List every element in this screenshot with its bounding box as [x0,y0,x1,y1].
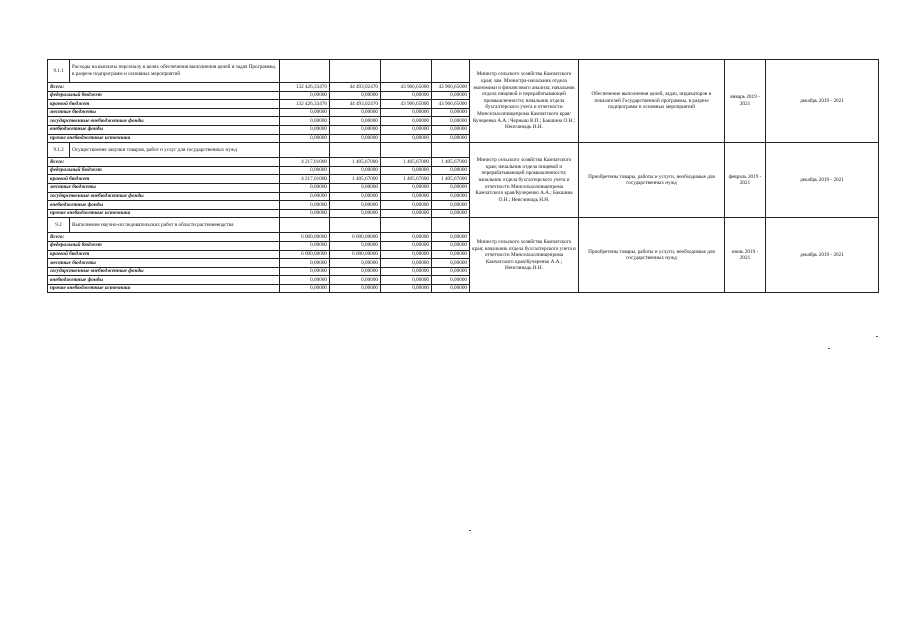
funding-value: 1 405,67000 [330,158,381,167]
section-header-row [48,60,879,83]
funding-value: 0,00000 [381,91,432,100]
funding-value: 0,00000 [381,125,432,134]
funding-value: 43 966,65000 [381,83,432,92]
funding-value: 0,00000 [381,201,432,210]
funding-value: 43 966,65000 [432,83,470,92]
funding-source-label: государственные внебюджетные фонды [48,267,280,276]
empty-cell [330,143,381,158]
funding-source-label: внебюджетные фонды [48,125,280,134]
funding-value: 6 000,00000 [280,250,330,259]
funding-value: 6 000,00000 [330,250,381,259]
funding-source-label: Всего: [48,83,280,92]
funding-source-label: внебюджетные фонды [48,201,280,210]
end-period-cell: декабрь 2019 - 2021 [766,60,879,143]
funding-value: 1 405,67000 [381,158,432,167]
section-header-row [48,218,879,233]
funding-value: 0,00000 [381,276,432,285]
funding-value: 0,00000 [381,259,432,268]
funding-value: 0,00000 [330,108,381,117]
start-period-cell: январь 2019 - 2021 [725,60,766,143]
funding-value: 0,00000 [432,276,470,285]
section-title: Осуществление закупки товаров, работ и услуг для государственных нужд [70,143,280,158]
funding-value: 0,00000 [330,91,381,100]
funding-value: 0,00000 [330,125,381,134]
funding-value: 0,00000 [432,267,470,276]
scan-speck [876,336,878,337]
funding-value: 132 426,33470 [280,100,330,109]
funding-value: 0,00000 [280,259,330,268]
funding-source-label: местные бюджеты [48,259,280,268]
funding-value: 0,00000 [432,259,470,268]
funding-source-label: местные бюджеты [48,108,280,117]
funding-value: 0,00000 [381,284,432,293]
funding-value: 0,00000 [381,192,432,201]
empty-cell [381,218,432,233]
program-table [47,59,879,293]
scan-speck [828,348,830,349]
executor-cell: Министр сельского хозяйства Камчатского края; начальник отдела бухгалтерского учета и отчетности Минсельхозпищепрома Камчатского края/Кучеренко А.А.; Неисчинадь Н.Н. [470,218,579,293]
funding-value: 0,00000 [381,108,432,117]
funding-source-label: краевой бюджет [48,100,280,109]
funding-value: 0,00000 [330,276,381,285]
start-period-cell: июнь 2019 - 2021 [725,218,766,293]
funding-value: 0,00000 [330,267,381,276]
funding-value: 1 405,67000 [432,175,470,184]
empty-cell [280,218,330,233]
section-header-row [48,143,879,158]
funding-source-label: краевой бюджет [48,175,280,184]
funding-value: 0,00000 [280,183,330,192]
section-code: 9.1.1 [48,60,70,83]
funding-value: 0,00000 [432,166,470,175]
funding-value: 0,00000 [432,91,470,100]
funding-value: 0,00000 [280,134,330,143]
funding-source-label: федеральный бюджет [48,91,280,100]
funding-source-label: Всего: [48,158,280,167]
section-code: 9.2 [48,218,70,233]
section-title: Расходы на выплаты персоналу в целях обеспечения выполнения целей и задач Программы, в разрезе подпрограмм и основных мероприятий [70,60,280,83]
funding-source-label: краевой бюджет [48,250,280,259]
funding-source-label: прочие внебюджетные источники [48,134,280,143]
funding-value: 0,00000 [280,108,330,117]
funding-value: 44 493,02470 [330,100,381,109]
funding-value: 0,00000 [330,241,381,250]
funding-source-label: государственные внебюджетные фонды [48,117,280,126]
funding-value: 0,00000 [432,241,470,250]
funding-source-label: прочие внебюджетные источники [48,284,280,293]
funding-value: 4 217,01000 [280,158,330,167]
empty-cell [330,60,381,83]
funding-value: 0,00000 [381,134,432,143]
funding-value: 0,00000 [432,284,470,293]
funding-value: 0,00000 [381,183,432,192]
funding-value: 43 966,65000 [432,100,470,109]
funding-value: 1 405,67000 [432,158,470,167]
result-cell: Обеспечение выполнения целей, задач, индикаторов и показателей Государственной программы, в разрезе подпрограмм и основных мероприятий [579,60,725,143]
funding-value: 0,00000 [330,284,381,293]
funding-value: 1 405,67000 [381,175,432,184]
funding-value: 0,00000 [432,108,470,117]
funding-value: 0,00000 [381,166,432,175]
funding-value: 0,00000 [432,134,470,143]
funding-source-label: местные бюджеты [48,183,280,192]
funding-source-label: Всего: [48,233,280,242]
funding-value: 0,00000 [381,241,432,250]
empty-cell [280,143,330,158]
funding-source-label: прочие внебюджетные источники [48,209,280,218]
funding-value: 0,00000 [280,192,330,201]
funding-value: 0,00000 [381,117,432,126]
funding-value: 6 000,00000 [330,233,381,242]
funding-value: 0,00000 [280,201,330,210]
funding-value: 0,00000 [280,125,330,134]
funding-value: 0,00000 [330,209,381,218]
funding-value: 0,00000 [280,267,330,276]
funding-value: 0,00000 [330,259,381,268]
empty-cell [432,143,470,158]
funding-source-label: государственные внебюджетные фонды [48,192,280,201]
funding-value: 0,00000 [280,276,330,285]
scan-speck [469,530,471,531]
funding-value: 43 966,65000 [381,100,432,109]
executor-cell: Министр сельского хозяйства Камчатского края; зам. Министра-начальник отдела экономики и финансового анализа; начальник отдела пищевой и перерабатывающей промышленности; начальник отдела бухгалтерского учета и отчетности Минсельхозпищепрома Камчатского края/Кучеренко А.А.; Черныш В.П.; Бакшина О.Н.; Неисчинадь Н.Н. [470,60,579,143]
funding-value: 0,00000 [330,134,381,143]
funding-value: 44 493,02470 [330,83,381,92]
funding-value: 132 426,33470 [280,83,330,92]
funding-value: 0,00000 [330,201,381,210]
table-body [48,60,879,293]
funding-value: 0,00000 [381,250,432,259]
section-code: 9.1.2 [48,143,70,158]
result-cell: Приобретены товары, работы и услуги, необходимые для государственных нужд [579,143,725,218]
empty-cell [381,143,432,158]
funding-value: 0,00000 [432,192,470,201]
empty-cell [432,218,470,233]
funding-value: 0,00000 [280,209,330,218]
funding-value: 0,00000 [432,125,470,134]
funding-value: 0,00000 [280,166,330,175]
funding-value: 0,00000 [381,233,432,242]
section-title: Выполнение научно-исследовательских работ в области растениеводства [70,218,280,233]
funding-value: 0,00000 [432,183,470,192]
funding-source-label: федеральный бюджет [48,241,280,250]
funding-value: 0,00000 [432,250,470,259]
funding-value: 0,00000 [330,117,381,126]
funding-value: 0,00000 [330,183,381,192]
funding-value: 1 405,67000 [330,175,381,184]
funding-value: 0,00000 [381,267,432,276]
end-period-cell: декабрь 2019 - 2021 [766,218,879,293]
funding-value: 0,00000 [280,241,330,250]
funding-source-label: федеральный бюджет [48,166,280,175]
funding-value: 0,00000 [280,117,330,126]
funding-value: 0,00000 [280,284,330,293]
result-cell: Приобретены товары, работы и услуги, необходимые для государственных нужд [579,218,725,293]
funding-value: 0,00000 [381,209,432,218]
executor-cell: Министр сельского хозяйства Камчатского края; начальник отдела пищевой и перерабатывающей промышленности; начальник отдела бухгалтерского учета и отчетности Минсельхозпищепрома Камчатского края/Кучеренко А.А.; Бакшина О.Н.; Неисчинадь Н.Н. [470,143,579,218]
funding-value: 0,00000 [330,166,381,175]
empty-cell [381,60,432,83]
funding-value: 4 217,01000 [280,175,330,184]
funding-value: 6 000,00000 [280,233,330,242]
funding-source-label: внебюджетные фонды [48,276,280,285]
start-period-cell: февраль 2019 - 2021 [725,143,766,218]
funding-value: 0,00000 [432,201,470,210]
funding-value: 0,00000 [432,117,470,126]
end-period-cell: декабрь 2019 - 2021 [766,143,879,218]
empty-cell [330,218,381,233]
empty-cell [280,60,330,83]
funding-value: 0,00000 [432,209,470,218]
empty-cell [432,60,470,83]
funding-value: 0,00000 [280,91,330,100]
funding-value: 0,00000 [432,233,470,242]
funding-value: 0,00000 [330,192,381,201]
